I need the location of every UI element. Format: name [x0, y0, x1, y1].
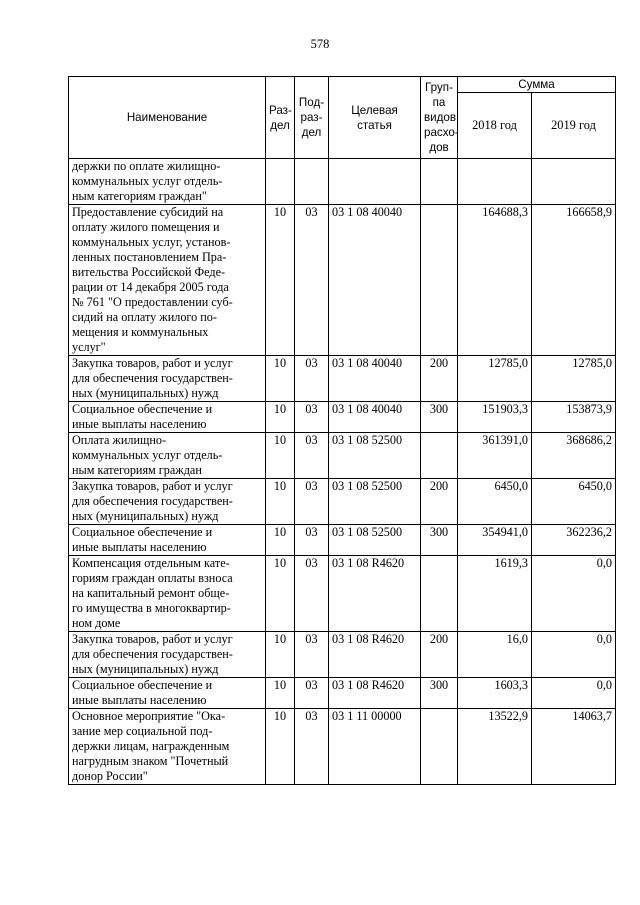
cell-name: Закупка товаров, работ и услуг для обеспечения государствен- ных (муниципальных) нужд	[69, 356, 266, 402]
cell-name: Социальное обеспечение и иные выплаты населению	[69, 525, 266, 556]
cell-podrazdel: 03	[295, 479, 329, 525]
table-row	[69, 632, 616, 678]
header-year-2019	[532, 93, 616, 159]
cell-name: Закупка товаров, работ и услуг для обеспечения государствен- ных (муниципальных) нужд	[69, 479, 266, 525]
cell-name: Закупка товаров, работ и услуг для обеспечения государствен- ных (муниципальных) нужд	[69, 632, 266, 678]
cell-sum-2019: 12785,0	[532, 356, 616, 402]
table-row	[69, 205, 616, 356]
header-sum	[458, 77, 616, 93]
header-podrazdel	[295, 77, 329, 159]
cell-podrazdel: 03	[295, 556, 329, 632]
cell-vid	[421, 433, 458, 479]
cell-target	[329, 159, 421, 205]
cell-target: 03 1 11 00000	[329, 709, 421, 785]
table-row	[69, 159, 616, 205]
header-year-2018-text: 2018 год	[472, 118, 517, 132]
cell-podrazdel: 03	[295, 678, 329, 709]
budget-table	[68, 76, 616, 785]
cell-sum-2018: 1619,3	[458, 556, 532, 632]
table-row	[69, 556, 616, 632]
cell-name: Социальное обеспечение и иные выплаты населению	[69, 402, 266, 433]
cell-podrazdel: 03	[295, 433, 329, 479]
cell-razdel: 10	[266, 479, 295, 525]
cell-podrazdel: 03	[295, 356, 329, 402]
header-target	[329, 77, 421, 159]
cell-sum-2019: 166658,9	[532, 205, 616, 356]
cell-sum-2019: 0,0	[532, 678, 616, 709]
cell-sum-2019: 14063,7	[532, 709, 616, 785]
cell-name: держки по оплате жилищно- коммунальных услуг отдель- ным категориям граждан"	[69, 159, 266, 205]
cell-sum-2018: 1603,3	[458, 678, 532, 709]
cell-razdel: 10	[266, 525, 295, 556]
table-row	[69, 678, 616, 709]
cell-vid: 200	[421, 479, 458, 525]
table-row	[69, 525, 616, 556]
header-target-text: Целевая статья	[351, 103, 398, 132]
header-name	[69, 77, 266, 159]
cell-podrazdel: 03	[295, 525, 329, 556]
cell-target: 03 1 08 40040	[329, 402, 421, 433]
cell-vid: 300	[421, 402, 458, 433]
cell-sum-2019: 362236,2	[532, 525, 616, 556]
table-row	[69, 433, 616, 479]
cell-target: 03 1 08 40040	[329, 356, 421, 402]
cell-sum-2018: 13522,9	[458, 709, 532, 785]
page-number: 578	[310, 37, 330, 51]
cell-razdel: 10	[266, 433, 295, 479]
header-vid-text: Груп- па видов расхо- дов	[424, 81, 459, 154]
cell-sum-2018: 16,0	[458, 632, 532, 678]
cell-sum-2019: 6450,0	[532, 479, 616, 525]
cell-sum-2018: 151903,3	[458, 402, 532, 433]
cell-razdel	[266, 159, 295, 205]
cell-razdel: 10	[266, 632, 295, 678]
cell-target: 03 1 08 52500	[329, 479, 421, 525]
cell-name: Социальное обеспечение и иные выплаты населению	[69, 678, 266, 709]
cell-podrazdel: 03	[295, 402, 329, 433]
table-row	[69, 356, 616, 402]
cell-sum-2019: 368686,2	[532, 433, 616, 479]
table-body	[69, 159, 616, 785]
header-vid	[421, 77, 458, 159]
cell-name: Компенсация отдельным кате- гориям граждан оплаты взноса на капитальный ремонт обще- го имущества в многоквартир- ном доме	[69, 556, 266, 632]
cell-vid	[421, 556, 458, 632]
cell-vid: 300	[421, 525, 458, 556]
cell-podrazdel	[295, 159, 329, 205]
cell-sum-2018: 6450,0	[458, 479, 532, 525]
header-name-text: Наименование	[126, 111, 208, 124]
cell-razdel: 10	[266, 402, 295, 433]
cell-name: Оплата жилищно- коммунальных услуг отдель- ным категориям граждан	[69, 433, 266, 479]
cell-name: Предоставление субсидий на оплату жилого помещения и коммунальных услуг, установ- ленных постановлением Пра- вительства Российской Феде- рации от 14 декабря 2005 года № 761 "О предоставлении суб- сидий на оплату жилого по- мещения и коммунальных услуг"	[69, 205, 266, 356]
cell-sum-2019	[532, 159, 616, 205]
header-year-2018	[458, 93, 532, 159]
header-sum-text: Сумма	[518, 78, 555, 91]
cell-vid: 200	[421, 632, 458, 678]
cell-sum-2018	[458, 159, 532, 205]
cell-razdel: 10	[266, 205, 295, 356]
cell-vid	[421, 205, 458, 356]
cell-vid: 300	[421, 678, 458, 709]
cell-target: 03 1 08 R4620	[329, 632, 421, 678]
header-podrazdel-text: Под- раз- дел	[298, 96, 325, 139]
cell-name: Основное мероприятие "Ока- зание мер социальной под- держки лицам, награжденным нагрудным знаком "Почетный донор России"	[69, 709, 266, 785]
cell-razdel: 10	[266, 356, 295, 402]
header-year-2019-text: 2019 год	[551, 118, 596, 132]
cell-razdel: 10	[266, 556, 295, 632]
cell-sum-2019: 0,0	[532, 556, 616, 632]
cell-target: 03 1 08 40040	[329, 205, 421, 356]
table-row	[69, 402, 616, 433]
cell-razdel: 10	[266, 709, 295, 785]
cell-sum-2018: 354941,0	[458, 525, 532, 556]
cell-sum-2018: 12785,0	[458, 356, 532, 402]
table-row	[69, 709, 616, 785]
header-razdel	[266, 77, 295, 159]
cell-podrazdel: 03	[295, 205, 329, 356]
cell-target: 03 1 08 R4620	[329, 556, 421, 632]
table-header	[69, 77, 616, 159]
cell-sum-2018: 164688,3	[458, 205, 532, 356]
cell-target: 03 1 08 R4620	[329, 678, 421, 709]
cell-podrazdel: 03	[295, 709, 329, 785]
cell-vid	[421, 709, 458, 785]
cell-vid	[421, 159, 458, 205]
cell-sum-2019: 153873,9	[532, 402, 616, 433]
cell-target: 03 1 08 52500	[329, 433, 421, 479]
cell-target: 03 1 08 52500	[329, 525, 421, 556]
header-razdel-text: Раз- дел	[269, 103, 292, 132]
cell-vid: 200	[421, 356, 458, 402]
cell-sum-2019: 0,0	[532, 632, 616, 678]
cell-razdel: 10	[266, 678, 295, 709]
table-row	[69, 479, 616, 525]
cell-podrazdel: 03	[295, 632, 329, 678]
cell-sum-2018: 361391,0	[458, 433, 532, 479]
